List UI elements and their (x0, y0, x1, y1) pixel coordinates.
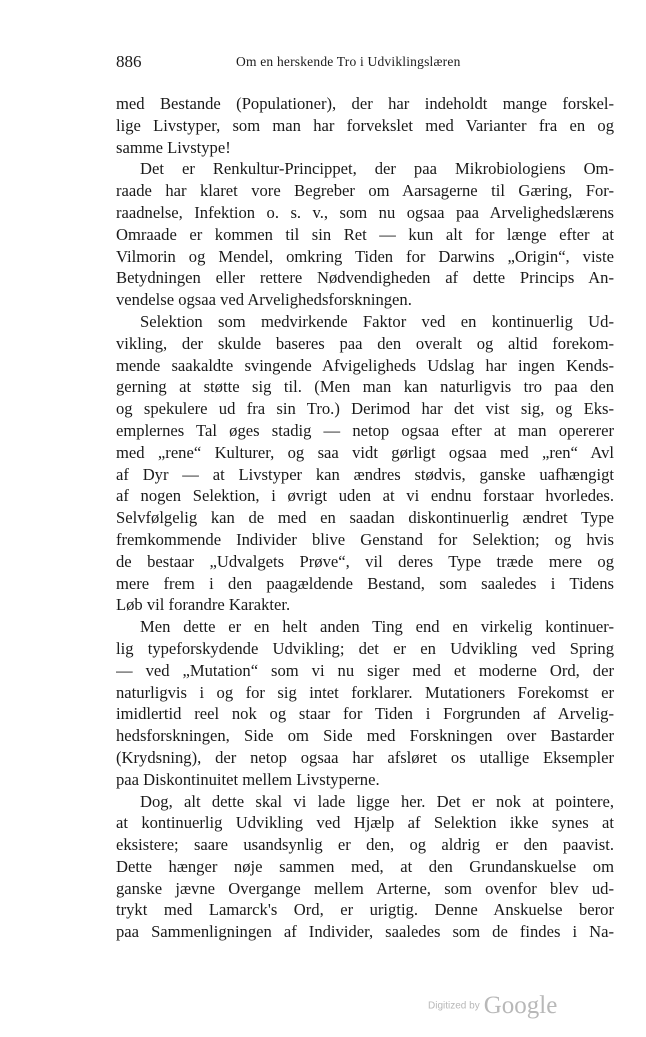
text-line: vikling, der skulde baseres paa den overalt og altid forekom- (116, 333, 614, 353)
text-line: (Krydsning), der netop ogsaa har afsløret os utallige Eksempler (116, 747, 614, 767)
text-line: Vilmorin og Mendel, omkring Tiden for Darwins „Origin“, viste (116, 246, 614, 266)
text-line: Betydningen eller rettere Nødvendigheden af dette Princips An- (116, 268, 614, 288)
body-text (116, 93, 614, 943)
text-line: Omraade er kommen til sin Ret — kun alt for længe efter at (116, 224, 614, 244)
text-line: lig typeforskydende Udvikling; det er en Udvikling ved Spring (116, 638, 614, 658)
text-line: Det er Renkultur-Princippet, der paa Mikrobiologiens Om- (140, 159, 614, 179)
google-logo: Google (483, 992, 558, 1019)
text-line: de bestaar „Udvalgets Prøve“, vil deres Type træde mere og (116, 551, 614, 571)
text-line: mende saakaldte svingende Afvigeligheds Udslag har ingen Kends- (116, 355, 614, 375)
text-line: Dette hænger nøje sammen med, at den Grundanskuelse om (116, 856, 614, 876)
text-line: af Dyr — at Livstyper kan ændres stødvis, ganske uafhængigt (116, 464, 614, 484)
running-title: Om en herskende Tro i Udviklingslæren (236, 54, 461, 69)
text-line: — ved „Mutation“ som vi nu siger med et moderne Ord, der (116, 660, 614, 680)
text-line: eksistere; saare usandsynlig er den, og aldrig er den paavist. (116, 835, 614, 855)
text-line: ganske jævne Overgange mellem Arterne, som ovenfor blev ud- (116, 878, 614, 898)
text-line: Men dette er en helt anden Ting end en virkelig kontinuer- (140, 617, 614, 637)
text-line: gerning at støtte sig til. (Men man kan naturligvis tro paa den (116, 377, 614, 397)
text-line: naturligvis i og for sig intet forklarer. Mutationers Forekomst er (116, 682, 614, 702)
text-line: vendelse ogsaa ved Arvelighedsforskningen. (116, 290, 412, 310)
text-line: af nogen Selektion, i øvrigt uden at vi endnu forstaar hvorledes. (116, 486, 614, 506)
text-line: samme Livstype! (116, 137, 231, 157)
text-line: Løb vil forandre Karakter. (116, 595, 291, 615)
text-line: imidlertid reel nok og staar for Tiden i Forgrunden af Arvelig- (116, 704, 614, 724)
text-line: Selvfølgelig kan de med en saadan diskontinuerlig ændret Type (116, 508, 614, 528)
digitized-by-label: Digitized by (428, 1000, 480, 1012)
text-line: Selektion som medvirkende Faktor ved en kontinuerlig Ud- (140, 311, 614, 331)
text-line: raade har klaret vore Begreber om Aarsagerne til Gæring, For- (116, 181, 614, 201)
text-line: paa Diskontinuitet mellem Livstyperne. (116, 769, 380, 789)
page-number: 886 (116, 52, 142, 71)
text-line: med „rene“ Kulturer, og saa vidt gørligt ogsaa med „ren“ Avl (116, 442, 614, 462)
text-line: med Bestande (Populationer), der har indeholdt mange forskel- (116, 94, 614, 113)
text-line: paa Sammenligningen af Individer, saaledes som de findes i Na- (116, 922, 614, 942)
text-line: mere frem i den paagældende Bestand, som saaledes i Tidens (116, 573, 614, 593)
text-line: Dog, alt dette skal vi lade ligge her. Det er nok at pointere, (140, 791, 614, 811)
text-line: og spekulere ud fra sin Tro.) Derimod har det vist sig, og Eks- (116, 399, 614, 419)
digitized-watermark (428, 992, 557, 1022)
text-line: hedsforskningen, Side om Side med Forskningen over Bastarder (116, 726, 614, 746)
text-line: at kontinuerlig Udvikling ved Hjælp af Selektion ikke synes at (116, 813, 614, 833)
text-line: trykt med Lamarck's Ord, er urigtig. Denne Anskuelse beror (116, 900, 614, 920)
page-header (116, 52, 616, 76)
text-line: emplernes Tal øges stadig — netop ogsaa efter at man opererer (116, 420, 614, 440)
text-line: lige Livstyper, som man har forvekslet med Varianter fra en og (116, 115, 614, 135)
text-line: fremkommende Individer blive Genstand for Selektion; og hvis (116, 529, 614, 549)
text-line: raadnelse, Infektion o. s. v., som nu ogsaa paa Arvelighedslærens (116, 202, 614, 222)
